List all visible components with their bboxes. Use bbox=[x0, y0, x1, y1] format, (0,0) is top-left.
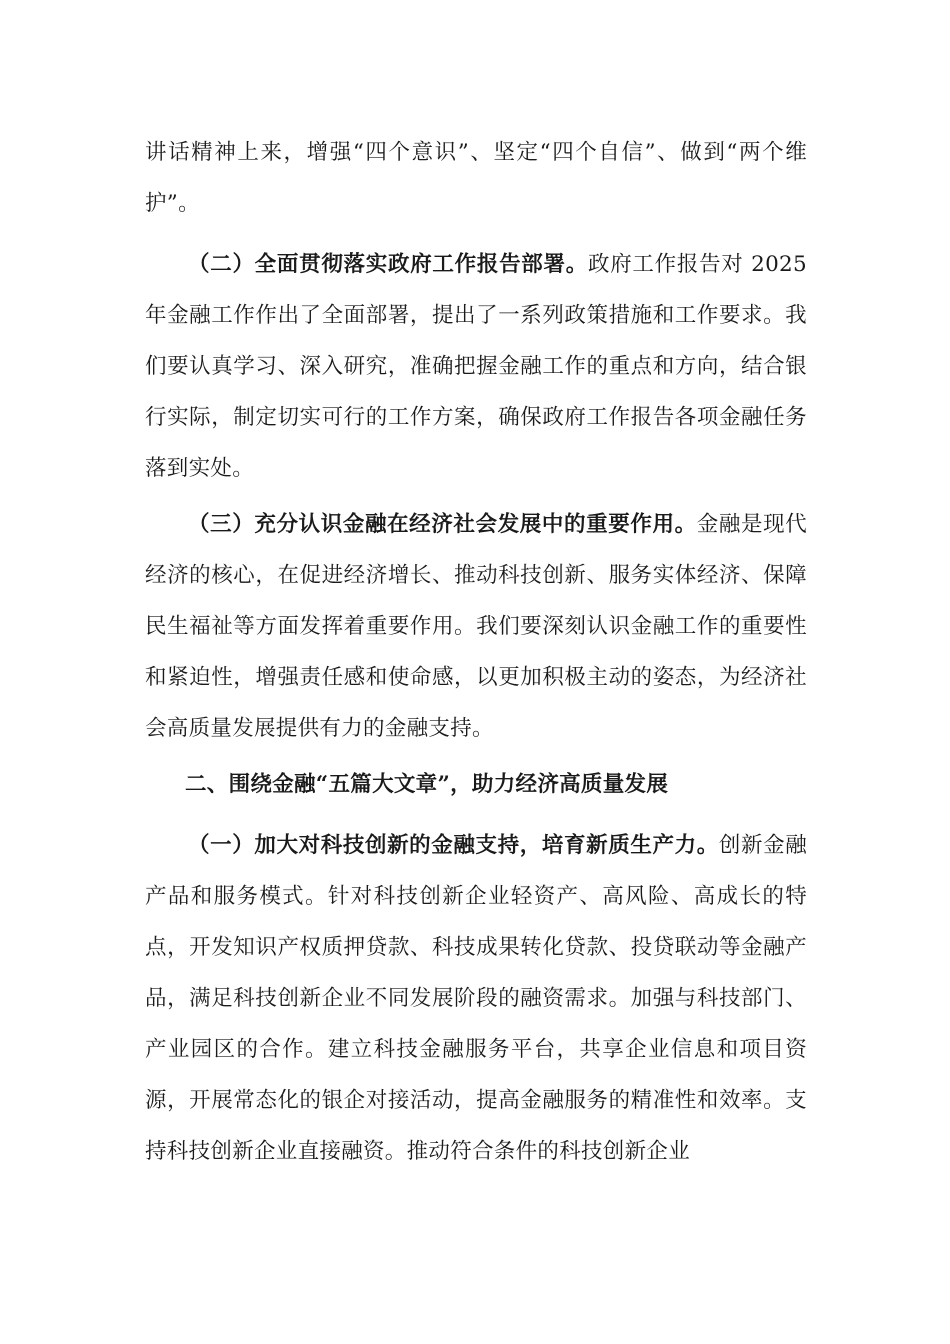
item-body: 创新金融产品和服务模式。针对科技创新企业轻资产、高风险、高成长的特点，开发知识产权质押贷款、科技成果转化贷款、投贷联动等金融产品，满足科技创新企业不同发展阶段的融资需求。加强与科技部门、产业园区的合作。建立科技金融服务平台，共享企业信息和项目资源，开展常态化的银企对接活动，提高金融服务的精准性和效率。支持科技创新企业直接融资。推动符合条件的科技创新企业 bbox=[145, 833, 807, 1164]
item-title: （一）加大对科技创新的金融支持，培育新质生产力。 bbox=[188, 833, 719, 858]
paragraph-continuation bbox=[145, 127, 807, 229]
item-body: 政府工作报告对 2025 年金融工作作出了全面部署，提出了一系列政策措施和工作要求。我们要认真学习、深入研究，准确把握金融工作的重点和方向，结合银行实际，制定切实可行的工作方案，确保政府工作报告各项金融任务落到实处。 bbox=[145, 252, 808, 481]
item-body: 金融是现代经济的核心，在促进经济增长、推动科技创新、服务实体经济、保障民生福祉等方面发挥着重要作用。我们要深刻认识金融工作的重要性和紧迫性，增强责任感和使命感，以更加积极主动的姿态，为经济社会高质量发展提供有力的金融支持。 bbox=[145, 512, 807, 741]
paragraph-section1-item2 bbox=[145, 239, 807, 494]
paragraph-text: 讲话精神上来，增强“四个意识”、坚定“四个自信”、做到“两个维护”。 bbox=[145, 140, 807, 216]
paragraph-section1-item3 bbox=[145, 499, 807, 754]
paragraph-section2-item1 bbox=[145, 820, 807, 1177]
item-title: （二）全面贯彻落实政府工作报告部署。 bbox=[188, 252, 588, 277]
section-heading: 二、围绕金融“五篇大文章”，助力经济高质量发展 bbox=[185, 772, 669, 797]
item-title: （三）充分认识金融在经济社会发展中的重要作用。 bbox=[188, 512, 697, 537]
